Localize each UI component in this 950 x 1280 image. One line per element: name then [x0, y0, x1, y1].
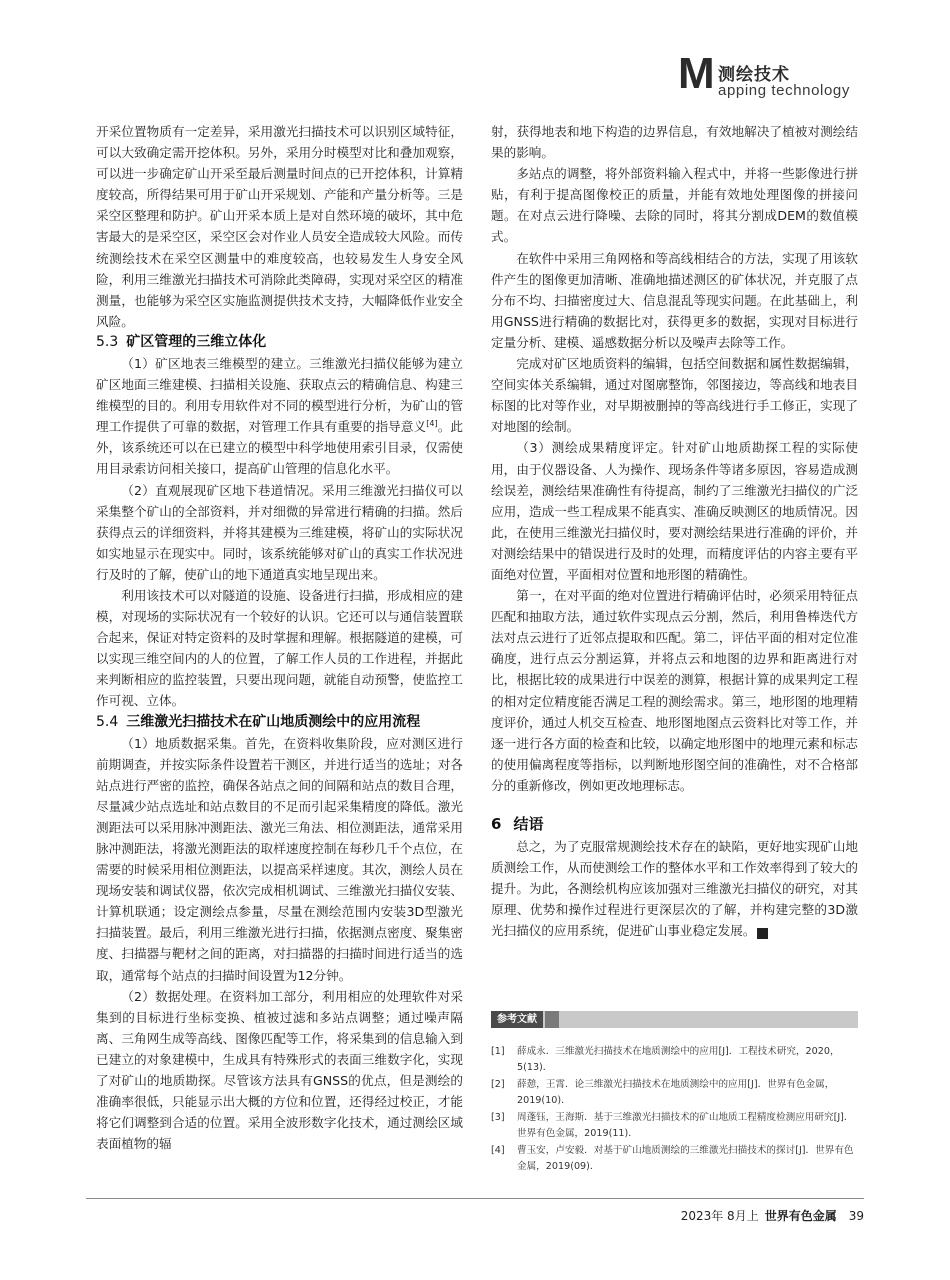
reference-text: 曹玉安，卢安毅．对基于矿山地质测绘的三维激光扫描技术的探讨[J]．世界有色金属，2019(09)． — [517, 1145, 854, 1172]
reference-text: 薛成永．三维激光扫描技术在地质测绘中的应用[J]．工程技术研究，2020，5(13)． — [517, 1046, 840, 1073]
paragraph: （2）数据处理。在资料加工部分，利用相应的处理软件对采集到的目标进行坐标变换、植被过滤和多站点调整；通过噪声隔离、三角网生成等高线、图像匹配等工作，将采集到的信息输入到已建立的对象建模中，生成具有特殊形式的表面三维数字化，实现了对矿山的地质勘探。尽管该方法具有GNSS的优点，但是测绘的准确率很低，只能显示出大概的方位和位置，还得经过校正，才能将它们调整到合适的位置。采用全波形数字化技术，通过测绘区域表面植物的辐 — [96, 988, 463, 1152]
reference-number: [4] — [491, 1145, 505, 1156]
reference-text: 薛憩，王霄．论三维激光扫描技术在地质测绘中的应用[J]．世界有色金属，2019(10)． — [517, 1079, 835, 1106]
paragraph: 开采位置物质有一定差异，采用激光扫描技术可以识别区域特征，可以大致确定需开挖体积。另外，采用分时模型对比和叠加观察，可以进一步确定矿山开采至最后测量时间点的已开挖体积，计算精度较高，所得结果可用于矿山开采规划、产能和产量分析等。三是采空区整理和防护。矿山开采本质上是对自然环境的破坏，其中危害最大的是采空区，采空区会对作业人员安全造成较大风险。而传统测绘技术在采空区测量中的难度较高，也较易发生人身安全风险，利用三维激光扫描技术可消除此类障碍，实现对采空区的精准测量，也能够为采空区实施监测提供技术支持，大幅降低作业安全风险。 — [96, 124, 463, 329]
section-title: 结语 — [513, 815, 544, 833]
reference-text: 周蓬钰，王海斯．基于三维激光扫描技术的矿山地质工程精度检测应用研究[J]．世界有色金属，2019(11)． — [517, 1112, 854, 1139]
paragraph-text: （1）矿区地表三维模型的建立。三维激光扫描仪能够为建立矿区地面三维建模、扫描相关设施、获取点云的精确信息、构建三维模型的目的。利用专用软件对不同的模型进行分析，为矿山的管理工作提供了可靠的数据，对管理工作具有重要的指导意义 — [96, 355, 463, 435]
section-heading — [491, 814, 858, 835]
references-list — [491, 1044, 858, 1176]
reference-item — [491, 1044, 858, 1075]
logo-letter: M — [678, 49, 715, 98]
reference-number: [3] — [491, 1112, 505, 1123]
reference-item — [491, 1077, 858, 1108]
paragraph: 射，获得地表和地下构造的边界信息，有效地解决了植被对测绘结果的影响。 — [491, 124, 858, 161]
end-mark-icon: E — [757, 928, 768, 939]
reference-number: [1] — [491, 1046, 505, 1057]
paragraph-text: 总之，为了克服常规测绘技术存在的缺陷，更好地实现矿山地质测绘工作，从而使测绘工作的整体水平和工作效率得到了较大的提升。为此，各测绘机构应该加强对三维激光扫描仪的研究，对其原理、优势和操作过程进行更深层次的了解，并构建完整的3D激光扫描仪的应用系统，促进矿山事业稳定发展。 — [491, 839, 858, 939]
reference-item — [491, 1143, 858, 1174]
journal-title-en: apping technology — [718, 82, 850, 99]
paragraph — [96, 353, 463, 480]
paragraph — [491, 836, 858, 941]
paragraph: 在软件中采用三角网格和等高线相结合的方法，实现了用该软件产生的图像更加清晰、准确地描述测区的矿体状况，并克服了点分布不均、扫描密度过大、信息混乱等现实问题。在此基础上，利用GNSS进行精确的数据比对，获得更多的数据，实现对目标进行定量分析、建模、遥感数据分析以及噪声去除等工作。 — [491, 250, 858, 350]
section-title: 三维激光扫描技术在矿山地质测绘中的应用流程 — [126, 713, 421, 730]
paragraph: 第一，在对平面的绝对位置进行精确评估时，必须采用特征点匹配和抽取方法，通过软件实现点云分割，然后，利用鲁棒迭代方法对点云进行了近邻点提取和匹配。第二，评估平面的相对定位准确度，进行点云分割运算，并将点云和地图的边界和距离进行对比，根据比较的成果进行中误差的测算，根据计算的成果判定工程的相对定位精度能否满足工程的测绘需求。第三，地形图的地理精度评价，通过人机交互检查、地形图地图点云资料比对等工作，并逐一进行各方面的检查和比较，以确定地形图中的地理元素和标志的使用偏离程度等指标，以判断地形图空间的准确性，对不合格部分的重新修改，例如更改地理标志。 — [491, 588, 858, 793]
left-column — [96, 121, 463, 1154]
citation: [4] — [426, 419, 438, 429]
section-number: 5.3 — [96, 333, 119, 350]
section-title: 矿区管理的三维立体化 — [126, 333, 267, 350]
page-footer — [86, 1207, 864, 1224]
section-number: 6 — [491, 815, 502, 833]
right-column — [491, 121, 858, 941]
references-title: 参考文献 — [491, 1011, 543, 1028]
page-number: 39 — [848, 1209, 864, 1223]
paragraph-text: 。此外，该系统还可以在已建立的模型中科学地使用索引目录，仅需使用目录索访问相关接口，提高矿山管理的信息化水平。 — [96, 419, 464, 477]
footer-divider — [86, 1198, 864, 1199]
paragraph: （2）直观展现矿区地下巷道情况。采用三维激光扫描仪可以采集整个矿山的全部资料，并对细微的异常进行精确的扫描。然后获得点云的详细资料，并将其建模为三维建模，将矿山的实际状况如实地显示在现实中。同时，该系统能够对矿山的真实工作状况进行及时的了解，使矿山的地下通道真实地呈现出来。 — [96, 482, 463, 582]
section-number: 5.4 — [96, 713, 119, 730]
journal-title-cn: 测绘技术 — [718, 65, 790, 85]
paragraph: 完成对矿区地质资料的编辑，包括空间数据和属性数据编辑，空间实体关系编辑，通过对图廓整饰，邻图接边，等高线和地表目标图的比对等作业，对早期被删掉的等高线进行手工修正，实现了对地图的绘制。 — [491, 356, 858, 435]
paragraph: （1）地质数据采集。首先，在资料收集阶段，应对测区进行前期调查，并按实际条件设置若干测区，并进行适当的选址；对各站点进行严密的监控，确保各站点之间的间隔和站点的数目合理，尽量减少站点选址和站点数目的不足而引起采集精度的降低。激光测距法可以采用脉冲测距法、激光三角法、相位测距法，通常采用脉冲测距法，将激光测距法的取样速度控制在每秒几千个点位，在需要的时候采用相位测距法，以提高采样速度。其次，测绘人员在现场安装和调试仪器，依次完成相机调试、三维激光扫描仪安装、计算机联通；设定测绘点参量，尽量在测绘范围内安装3D型激光扫描装置。最后，利用三维激光进行扫描，依据测点密度、聚集密度、扫描器与靶材之间的距离，对扫描器的扫描时间进行适当的选取，通常每个站点的扫描时间设置为12分钟。 — [96, 735, 463, 983]
paragraph: 多站点的调整，将外部资料输入程式中，并将一些影像进行拼贴，有利于提高图像校正的质量，并能有效地处理图像的拼接问题。在对点云进行降噪、去除的同时，将其分割成DEM的数值模式。 — [491, 166, 858, 245]
paragraph: （3）测绘成果精度评定。针对矿山地质勘探工程的实际使用，由于仪器设备、人为操作、现场条件等诸多原因，容易造成测绘误差，测绘结果准确性有待提高，制约了三维激光扫描仪的广泛应用，造成一些工程成果不能真实、准确反映测区的地质情况。因此，在使用三维激光扫描仪时，要对测绘结果进行准确的评价，并对测绘结果中的错误进行及时的处理，而精度评估的内容主要有平面绝对位置，平面相对位置和地形图的精确性。 — [491, 440, 858, 582]
reference-item — [491, 1110, 858, 1141]
references-bar-accent — [545, 1011, 559, 1028]
reference-number: [2] — [491, 1079, 505, 1090]
footer-journal: 世界有色金属 — [764, 1209, 837, 1223]
footer-issue: 2023年 8月上 — [680, 1209, 759, 1223]
section-heading — [96, 712, 463, 733]
paragraph: 利用该技术可以对隧道的设施、设备进行扫描，形成相应的建模，对现场的实际状况有一个较好的认识。它还可以与通信装置联合起来，保证对特定资料的及时掌握和理解。根据隧道的建模，可以实现三维空间内的人的位置，了解工作人员的工作进程，并据此来判断相应的监控装置，只要出现问题，就能自动预警，使监控工作可视、立体。 — [96, 587, 463, 709]
section-heading — [96, 332, 463, 353]
journal-logo — [678, 49, 878, 99]
references-header — [491, 1011, 858, 1028]
